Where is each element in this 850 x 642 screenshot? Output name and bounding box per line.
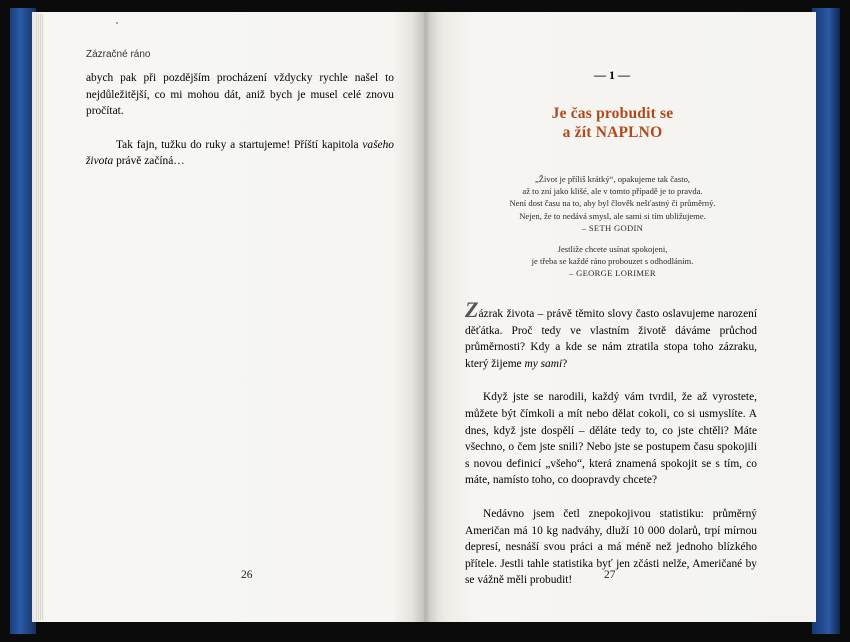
page-number-left: 26 bbox=[241, 569, 253, 581]
chapter-title-line-1: Je čas probudit se bbox=[551, 105, 674, 122]
page-number-right: 27 bbox=[604, 569, 616, 581]
left-paragraph-2-italic: vašeho života bbox=[86, 138, 394, 168]
left-paragraph-2-end: právě začíná… bbox=[113, 155, 185, 168]
right-paragraph-1-text: ázrak života – právě těmito slovy často oslavujeme narození děťátka. Proč tedy ve vlastním životě dáváme průchod průměrnosti? Kdy a kde se nám ztratila stopa toho zázraku, který žijeme bbox=[465, 308, 757, 370]
epigraph-2-line: Jestliže chcete usínat spokojeni, bbox=[557, 244, 668, 254]
right-paragraph-1-end: ? bbox=[562, 357, 568, 370]
chapter-title-line-2: a žít NAPLNO bbox=[562, 124, 663, 141]
epigraph-1-line: Není dost času na to, aby byl člověk nešťastný či průměrný. bbox=[509, 198, 716, 209]
epigraph-2-author: – GEORGE LORIMER bbox=[569, 268, 656, 279]
left-paragraph-1: abych pak při pozdějším procházení vždycky rychle našel to nejdůležitější, co mi mohou dát, aniž bych je musel celé znovu pročítat. bbox=[86, 72, 394, 118]
left-paragraph-2-start: Tak fajn, tužku do ruky a startujeme! Příští kapitola bbox=[116, 138, 363, 151]
book-cover-right-edge bbox=[812, 8, 840, 634]
epigraph-1 bbox=[470, 173, 755, 234]
right-paragraph-3: Nedávno jsem četl znepokojivou statistiku: průměrný Američan má 10 kg nadváhy, dluží 10 000 dolarů, trpí mírnou depresí, nesnáší svou práci a má méně než jednoho blízkého přítele. Jestli tahle statistika byť jen zčásti nelže, Američané by se vážně měli probudit! bbox=[465, 507, 757, 587]
left-paragraph-2 bbox=[86, 137, 394, 170]
drop-cap: Z bbox=[465, 297, 479, 322]
page-edges bbox=[36, 14, 44, 620]
epigraph-1-line: Nejen, že to nedává smysl, ale sami si tím ubližujeme. bbox=[519, 210, 706, 221]
epigraph-2-line: je třeba se každé ráno probouzet s odhodláním. bbox=[531, 256, 694, 267]
book-spine-shadow bbox=[412, 12, 438, 622]
right-paragraph-2: Když jste se narodili, každý vám tvrdil, že až vyrostete, můžete být čímkoli a mít nebo dělat cokoli, co si usmyslíte. A dnes, když jste dospělí – děláte tedy to, co jste chtěli? Máte všechno, o čem jste snili? Nebo jste se postupem času spokojili s novou definicí „všeho“, která znamená spokojit se s tím, co máte, namísto toho, co doopravdy chcete? bbox=[465, 391, 757, 487]
running-head: Zázračné ráno bbox=[86, 49, 151, 60]
right-page-text bbox=[465, 297, 757, 589]
epigraph-1-line: až to zní jako klišé, ale v tomto případě je to pravda. bbox=[522, 186, 703, 197]
chapter-title bbox=[490, 104, 735, 142]
right-paragraph-1 bbox=[465, 297, 757, 372]
right-paragraph-1-italic: my sami bbox=[524, 357, 563, 370]
epigraph-1-author: – SETH GODIN bbox=[581, 222, 644, 233]
epigraph-2 bbox=[470, 243, 755, 280]
epigraph-1-line: „Život je příliš krátký“, opakujeme tak často, bbox=[534, 174, 691, 184]
ink-speck bbox=[116, 22, 118, 24]
chapter-number: — 1 — bbox=[594, 68, 630, 82]
left-page-text bbox=[86, 70, 394, 170]
